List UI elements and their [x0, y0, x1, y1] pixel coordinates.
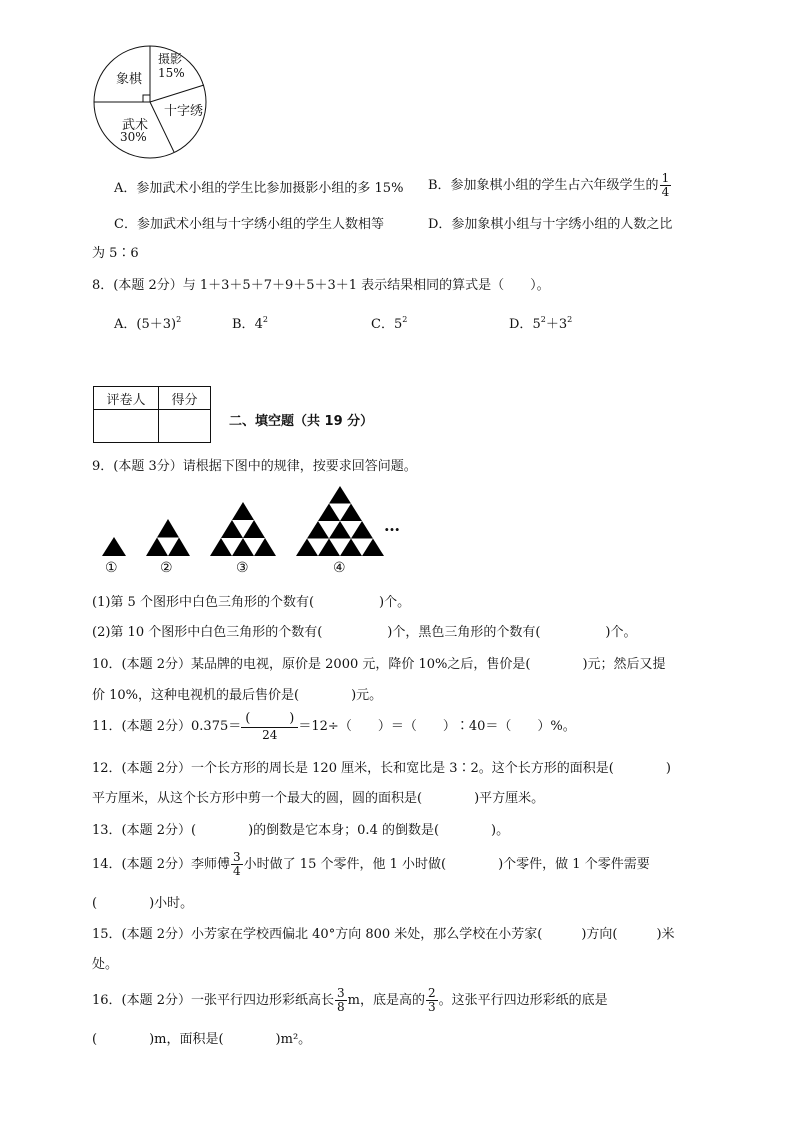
figure-label-3: ③: [236, 560, 249, 576]
q16-suffix: 。这张平行四边形彩纸的底是: [438, 992, 608, 1008]
option-label: D．: [509, 317, 533, 332]
q7-option-b-text: B．参加象棋小组的学生占六年级学生的: [428, 177, 659, 193]
q8-option-c: [371, 313, 407, 332]
option-plus: ＋: [545, 317, 559, 332]
score-table: [93, 386, 211, 443]
option-exponent: 2: [567, 315, 573, 324]
option-base: 4: [254, 317, 263, 332]
figure-3-triangle: [210, 502, 276, 556]
q9-stem: 9．(本题 3分）请根据下图中的规律，按要求回答问题。: [92, 459, 417, 474]
q10-line2: 价 10%，这种电视机的最后售价是( )元。: [92, 688, 383, 703]
figure-ellipsis: …: [384, 516, 400, 535]
q12-line2: 平方厘米，从这个长方形中剪一个最大的圆，圆的面积是( )平方厘米。: [92, 791, 545, 806]
fraction-denominator: 4: [661, 185, 670, 199]
q11-suffix: ＝12÷（ ）＝（ ）∶40＝（ ）%。: [298, 718, 576, 734]
q11: [92, 710, 576, 743]
option-label: B．: [232, 317, 255, 332]
q11-fraction-denominator: 24: [262, 728, 278, 742]
fraction-one-quarter: [660, 172, 672, 199]
triangle-pattern-svg: [98, 486, 418, 581]
pie-label-sheying: 摄影: [158, 52, 183, 66]
option-base: 5: [532, 317, 541, 332]
option-exponent: 2: [262, 315, 268, 324]
q14-suffix: 小时做了 15 个零件，他 1 小时做( )个零件，做 1 个零件需要: [243, 856, 650, 872]
figure-label-4: ④: [333, 560, 346, 576]
option-expr: (5＋3): [136, 317, 177, 332]
q10-line1: 10．(本题 2分）某品牌的电视，原价是 2000 元，降价 10%之后，售价是( )元；然后又提: [92, 657, 666, 672]
section-title: 二、填空题（共 19 分）: [229, 414, 374, 429]
score-table-grader-header: 评卷人: [94, 387, 159, 410]
q15-line2: 处。: [92, 957, 119, 972]
score-table-score-cell[interactable]: [159, 410, 211, 443]
figure-1-triangle: [102, 537, 126, 556]
q7-option-d: D．参加象棋小组与十字绣小组的人数之比: [428, 217, 673, 232]
q14-fraction-numerator: 3: [233, 850, 241, 864]
q16-line2: ( )m，面积是( )m²。: [92, 1032, 312, 1047]
q7-option-c: C．参加武术小组与十字绣小组的学生人数相等: [114, 217, 384, 232]
q14-line2: ( )小时。: [92, 896, 194, 911]
q16-fraction-ratio-numerator: 2: [428, 986, 436, 1000]
pie-label-wushu: 武术: [122, 118, 149, 133]
pie-label-xiangqi: 象棋: [116, 72, 143, 87]
score-table-score-header: 得分: [159, 387, 211, 410]
q9-sub1: (1)第 5 个图形中白色三角形的个数有( )个。: [92, 595, 411, 610]
q15-line1: 15．(本题 2分）小芳家在学校西偏北 40°方向 800 米处，那么学校在小芳家( )方向( )米: [92, 927, 675, 942]
q14-fraction: [231, 851, 243, 878]
q11-fraction: [241, 710, 298, 743]
q16: [92, 987, 608, 1014]
option-exponent: 2: [402, 315, 408, 324]
option-exponent: 2: [540, 315, 546, 324]
q14-fraction-denominator: 4: [233, 864, 241, 878]
figure-4-triangle: [296, 486, 384, 556]
pie-chart: [92, 42, 208, 162]
q11-prefix: 11．(本题 2分）0.375＝: [92, 718, 242, 734]
option-base: 3: [558, 317, 568, 332]
option-base: 5: [393, 317, 403, 332]
option-label: A．: [114, 317, 137, 332]
option-label: C．: [371, 317, 394, 332]
q7-option-b: [428, 172, 672, 199]
q14: [92, 851, 650, 878]
score-table-wrap: [93, 386, 211, 443]
pie-value-wushu: 30%: [120, 130, 147, 144]
option-exponent: 2: [176, 315, 182, 324]
q16-fraction-height-numerator: 3: [337, 986, 345, 1000]
triangle-pattern-figure: [98, 486, 418, 581]
q7-option-a: A．参加武术小组的学生比参加摄影小组的多 15%: [114, 181, 404, 196]
q13-line1: 13．(本题 2分）( )的倒数是它本身；0.4 的倒数是( )。: [92, 823, 510, 838]
figure-label-1: ①: [105, 560, 118, 576]
q16-fraction-ratio: [426, 987, 438, 1014]
q7-option-d-cont: 为 5∶6: [92, 246, 139, 261]
q8-option-d: [509, 313, 572, 332]
q16-prefix: 16．(本题 2分）一张平行四边形彩纸高长: [92, 992, 335, 1008]
q8-stem: 8．(本题 2分）与 1＋3＋5＋7＋9＋5＋3＋1 表示结果相同的算式是（ ）。: [92, 278, 550, 293]
q8-option-a: [114, 313, 181, 332]
q11-fraction-numerator[interactable]: ( ): [241, 710, 298, 728]
figure-label-2: ②: [160, 560, 173, 576]
figure-2-triangle: [146, 519, 190, 556]
score-table-grader-cell[interactable]: [94, 410, 159, 443]
pie-label-shizixiu: 十字绣: [164, 104, 204, 119]
q16-fraction-height: [335, 987, 347, 1014]
q8-option-b: [232, 313, 268, 332]
fraction-numerator: 1: [661, 171, 670, 185]
pie-value-sheying: 15%: [158, 66, 185, 80]
q14-prefix: 14．(本题 2分）李师傅: [92, 856, 231, 872]
q16-fraction-height-denominator: 8: [337, 1000, 345, 1014]
q9-sub2: (2)第 10 个图形中白色三角形的个数有( )个，黑色三角形的个数有( )个。: [92, 625, 637, 640]
q12-line1: 12．(本题 2分）一个长方形的周长是 120 厘米，长和宽比是 3∶2。这个长方形的面积是( ): [92, 761, 671, 776]
q16-fraction-ratio-denominator: 3: [428, 1000, 436, 1014]
q16-mid: m，底是高的: [347, 992, 425, 1008]
